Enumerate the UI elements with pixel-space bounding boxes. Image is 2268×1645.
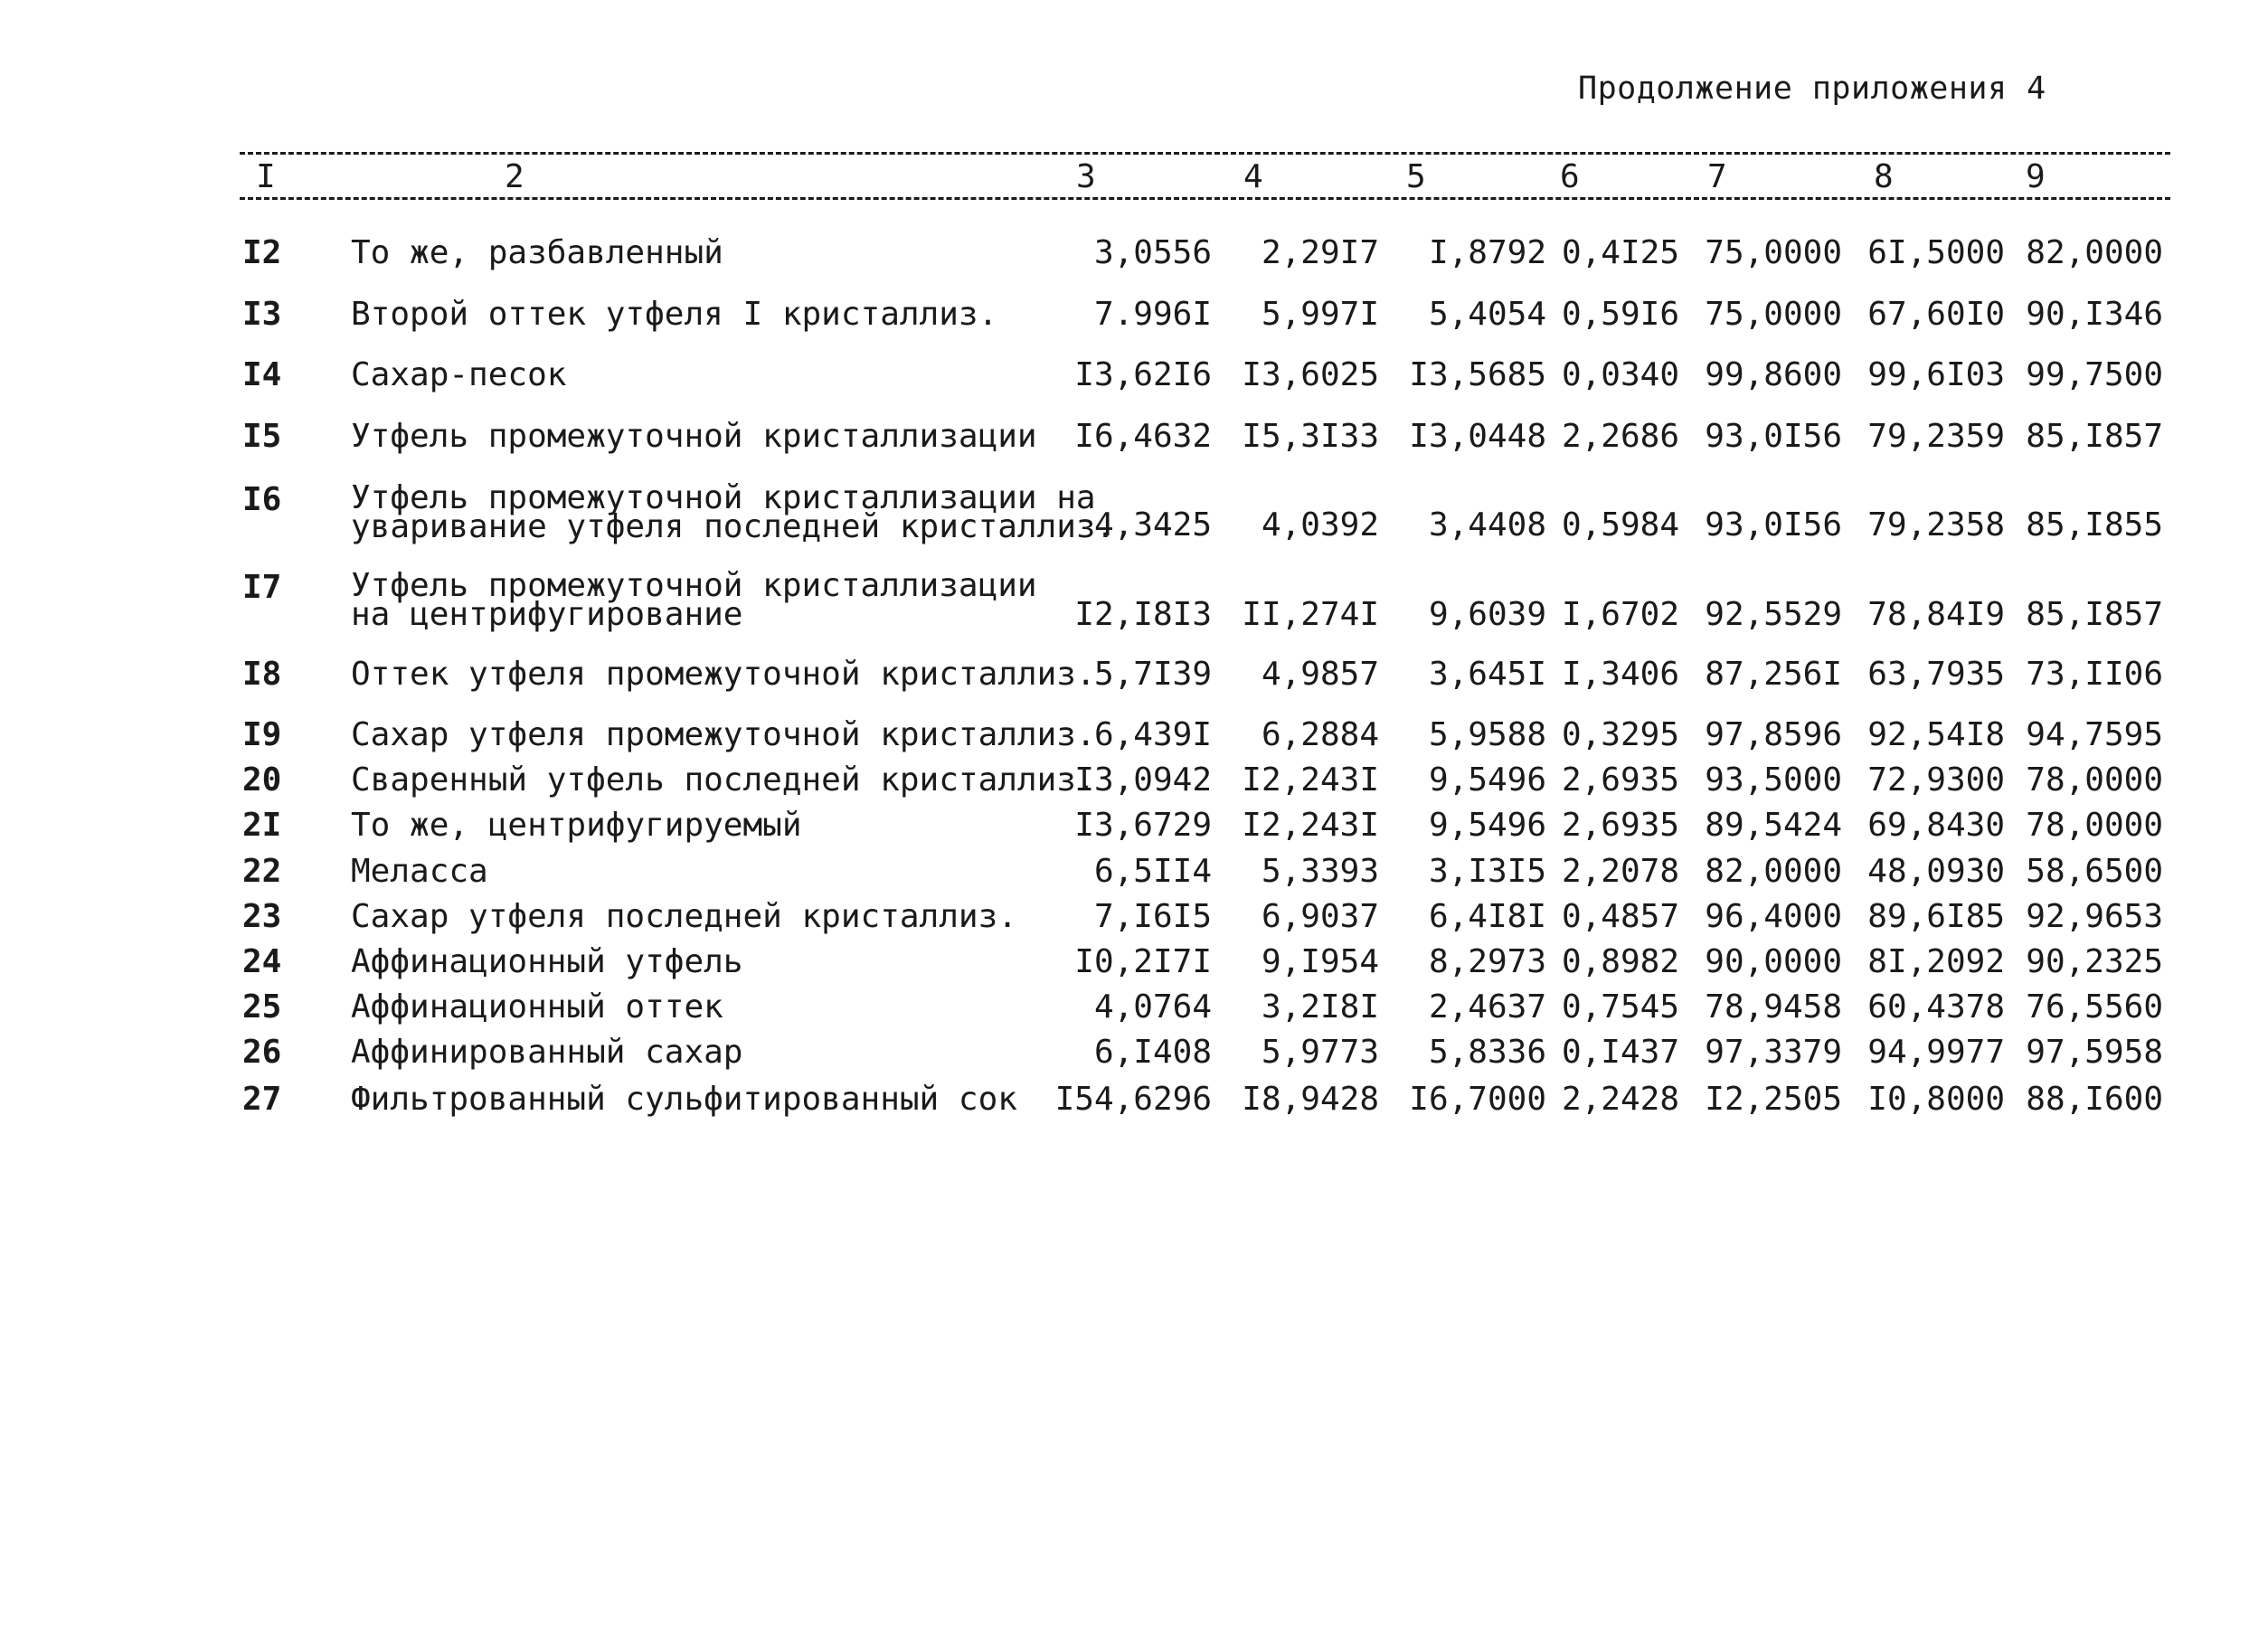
value-col-8: 79,2359 [1867, 418, 2005, 455]
value-col-5: 2,4637 [1428, 988, 1546, 1026]
value-col-6: 0,5984 [1561, 506, 1679, 544]
value-col-4: 3,2I8I [1261, 988, 1379, 1026]
value-col-8: 69,8430 [1867, 807, 2005, 844]
value-col-3: I54,6296 [1054, 1081, 1212, 1118]
value-col-9: 90,2325 [2026, 943, 2163, 980]
value-col-5: 5,9588 [1428, 716, 1546, 753]
value-col-4: I2,243I [1242, 807, 1379, 844]
value-col-8: 99,6I03 [1867, 356, 2005, 393]
table-header-rule [240, 197, 2170, 200]
description-line: То же, центрифугируемый [351, 807, 802, 844]
row-number: 26 [242, 1034, 282, 1071]
value-col-5: I3,5685 [1409, 356, 1546, 393]
row-number: I5 [242, 418, 282, 455]
value-col-9: 82,0000 [2026, 234, 2163, 271]
row-number: 27 [242, 1081, 282, 1118]
appendix-continuation-header: Продолжение приложения 4 [1578, 71, 2046, 107]
value-col-3: I2,I8I3 [1074, 596, 1212, 633]
value-col-8: 63,7935 [1867, 656, 2005, 693]
value-col-8: 6I,5000 [1867, 234, 2005, 271]
value-col-9: 58,6500 [2026, 853, 2163, 890]
value-col-9: 94,7595 [2026, 716, 2163, 753]
description-line: Оттек утфеля промежуточной кристаллиз. [351, 656, 1096, 693]
value-col-3: 4,0764 [1093, 988, 1212, 1026]
row-description [351, 418, 1037, 455]
column-number-2: 2 [505, 158, 524, 195]
description-line: Фильтрованный сульфитированный сок [351, 1081, 1017, 1118]
value-col-5: 9,6039 [1428, 596, 1546, 633]
description-line: Меласса [351, 853, 488, 890]
value-col-8: 92,54I8 [1867, 716, 2005, 753]
description-line: Утфель промежуточной кристаллизации [351, 567, 1037, 604]
value-col-8: 79,2358 [1867, 506, 2005, 544]
value-col-4: I2,243I [1242, 761, 1379, 799]
value-col-4: 5,997I [1261, 296, 1379, 333]
value-col-9: 85,I857 [2026, 418, 2163, 455]
description-line: Сахар-песок [351, 356, 567, 393]
column-number-5: 5 [1406, 158, 1426, 195]
value-col-6: 2,2428 [1561, 1081, 1679, 1118]
value-col-4: 6,2884 [1261, 716, 1379, 753]
value-col-9: 99,7500 [2026, 356, 2163, 393]
value-col-9: 85,I857 [2026, 596, 2163, 633]
value-col-8: 60,4378 [1867, 988, 2005, 1026]
value-col-5: I3,0448 [1409, 418, 1546, 455]
row-number: 25 [242, 988, 282, 1026]
row-description [351, 356, 567, 393]
column-number-7: 7 [1707, 158, 1727, 195]
value-col-3: 6,439I [1093, 716, 1212, 753]
value-col-5: 3,I3I5 [1428, 853, 1546, 890]
row-number: 23 [242, 898, 282, 935]
value-col-5: I,8792 [1428, 234, 1546, 271]
value-col-7: 87,256I [1705, 656, 1842, 693]
description-line: Аффинированный сахар [351, 1034, 743, 1071]
value-col-9: 78,0000 [2026, 807, 2163, 844]
description-line: То же, разбавленный [351, 234, 723, 271]
value-col-5: 9,5496 [1428, 807, 1546, 844]
value-col-3: 5,7I39 [1093, 656, 1212, 693]
value-col-6: 0,4857 [1561, 898, 1679, 935]
description-line: Сваренный утфель последней кристаллиз. [351, 761, 1096, 799]
row-number: I4 [242, 356, 282, 393]
value-col-8: 72,9300 [1867, 761, 2005, 799]
row-description [351, 234, 723, 271]
description-line: Второй оттек утфеля I кристаллиз. [351, 296, 998, 333]
value-col-9: 90,I346 [2026, 296, 2163, 333]
value-col-6: 2,2686 [1561, 418, 1679, 455]
row-description [351, 898, 1017, 935]
row-number: I3 [242, 296, 282, 333]
row-description [351, 479, 1116, 545]
value-col-8: 67,60I0 [1867, 296, 2005, 333]
value-col-3: 6,I408 [1093, 1034, 1212, 1071]
value-col-7: 93,0I56 [1705, 506, 1842, 544]
value-col-6: 2,2078 [1561, 853, 1679, 890]
value-col-7: 97,8596 [1705, 716, 1842, 753]
value-col-4: I3,6025 [1242, 356, 1379, 393]
value-col-7: 92,5529 [1705, 596, 1842, 633]
value-col-6: 0,I437 [1561, 1034, 1679, 1071]
value-col-4: 9,I954 [1261, 943, 1379, 980]
value-col-3: 7,I6I5 [1093, 898, 1212, 935]
column-number-9: 9 [2026, 158, 2046, 195]
value-col-3: 6,5II4 [1093, 853, 1212, 890]
value-col-5: I6,7000 [1409, 1081, 1546, 1118]
description-line: Сахар утфеля последней кристаллиз. [351, 898, 1017, 935]
value-col-8: 89,6I85 [1867, 898, 2005, 935]
value-col-4: 4,9857 [1261, 656, 1379, 693]
value-col-7: 96,4000 [1705, 898, 1842, 935]
value-col-7: 99,8600 [1705, 356, 1842, 393]
value-col-4: 2,29I7 [1261, 234, 1379, 271]
value-col-6: 0,8982 [1561, 943, 1679, 980]
value-col-7: 93,0I56 [1705, 418, 1842, 455]
value-col-7: 82,0000 [1705, 853, 1842, 890]
value-col-7: 97,3379 [1705, 1034, 1842, 1071]
value-col-4: 6,9037 [1261, 898, 1379, 935]
value-col-8: 94,9977 [1867, 1034, 2005, 1071]
value-col-5: 5,4054 [1428, 296, 1546, 333]
value-col-6: 2,6935 [1561, 761, 1679, 799]
description-line: Утфель промежуточной кристаллизации на [351, 479, 1096, 516]
value-col-3: 3,0556 [1093, 234, 1212, 271]
value-col-7: 93,5000 [1705, 761, 1842, 799]
value-col-7: 78,9458 [1705, 988, 1842, 1026]
value-col-9: 73,II06 [2026, 656, 2163, 693]
row-description [351, 1036, 742, 1069]
value-col-9: 78,0000 [2026, 761, 2163, 799]
value-col-4: 5,3393 [1261, 853, 1379, 890]
value-col-8: 48,0930 [1867, 853, 2005, 890]
value-col-4: I8,9428 [1242, 1081, 1379, 1118]
value-col-3: I0,2I7I [1074, 943, 1212, 980]
column-number-3: 3 [1076, 158, 1096, 195]
table-top-rule [240, 152, 2170, 155]
value-col-6: I,3406 [1561, 656, 1679, 693]
value-col-9: 76,5560 [2026, 988, 2163, 1026]
row-description [351, 298, 997, 331]
row-description [351, 658, 1096, 691]
column-number-6: 6 [1560, 158, 1580, 195]
row-description [351, 1083, 1017, 1116]
value-col-9: 97,5958 [2026, 1034, 2163, 1071]
value-col-9: 92,9653 [2026, 898, 2163, 935]
value-col-5: 8,2973 [1428, 943, 1546, 980]
value-col-5: 9,5496 [1428, 761, 1546, 799]
value-col-5: 3,4408 [1428, 506, 1546, 544]
value-col-6: 0,3295 [1561, 716, 1679, 753]
value-col-3: I3,0942 [1074, 761, 1212, 799]
row-description [351, 567, 1037, 633]
row-number: 2I [242, 807, 282, 844]
row-number: I9 [242, 716, 282, 753]
row-description [351, 716, 1096, 753]
value-col-3: I3,6729 [1074, 807, 1212, 844]
description-line: Утфель промежуточной кристаллизации [351, 418, 1037, 455]
column-number-1: I [256, 158, 276, 195]
value-col-7: 90,0000 [1705, 943, 1842, 980]
value-col-3: 7.996I [1093, 296, 1212, 333]
description-line: на центрифугирование [351, 596, 743, 633]
row-number: I6 [242, 481, 282, 518]
value-col-6: 0,59I6 [1561, 296, 1679, 333]
value-col-6: 2,6935 [1561, 807, 1679, 844]
column-number-4: 4 [1243, 158, 1263, 195]
value-col-4: I5,3I33 [1242, 418, 1379, 455]
value-col-4: 5,9773 [1261, 1034, 1379, 1071]
value-col-9: 88,I600 [2026, 1081, 2163, 1118]
value-col-8: I0,8000 [1867, 1081, 2005, 1118]
row-description [351, 761, 1096, 799]
value-col-7: I2,2505 [1705, 1081, 1842, 1118]
row-number: 22 [242, 853, 282, 890]
description-line: Аффинационный оттек [351, 988, 723, 1026]
description-line: уваривание утфеля последней кристаллиз. [351, 508, 1116, 545]
row-number: I8 [242, 656, 282, 693]
value-col-3: 4,3425 [1093, 506, 1212, 544]
row-number: 20 [242, 761, 282, 799]
row-description [351, 853, 488, 890]
value-col-6: 0,4I25 [1561, 234, 1679, 271]
description-line: Сахар утфеля промежуточной кристаллиз. [351, 716, 1096, 753]
value-col-6: 0,7545 [1561, 988, 1679, 1026]
value-col-6: 0,0340 [1561, 356, 1679, 393]
value-col-7: 89,5424 [1705, 807, 1842, 844]
value-col-8: 8I,2092 [1867, 943, 2005, 980]
value-col-6: I,6702 [1561, 596, 1679, 633]
value-col-4: 4,0392 [1261, 506, 1379, 544]
value-col-7: 75,0000 [1705, 296, 1842, 333]
row-number: I7 [242, 569, 282, 606]
value-col-3: I3,62I6 [1074, 356, 1212, 393]
column-number-8: 8 [1874, 158, 1894, 195]
value-col-4: II,274I [1242, 596, 1379, 633]
row-number: 24 [242, 943, 282, 980]
value-col-5: 5,8336 [1428, 1034, 1546, 1071]
value-col-8: 78,84I9 [1867, 596, 2005, 633]
row-description [351, 943, 743, 980]
value-col-5: 6,4I8I [1428, 898, 1546, 935]
value-col-5: 3,645I [1428, 656, 1546, 693]
description-line: Аффинационный утфель [351, 943, 743, 980]
value-col-3: I6,4632 [1074, 418, 1212, 455]
row-number: I2 [242, 234, 282, 271]
value-col-7: 75,0000 [1705, 234, 1842, 271]
row-description [351, 988, 723, 1026]
row-description [351, 809, 802, 842]
value-col-9: 85,I855 [2026, 506, 2163, 544]
